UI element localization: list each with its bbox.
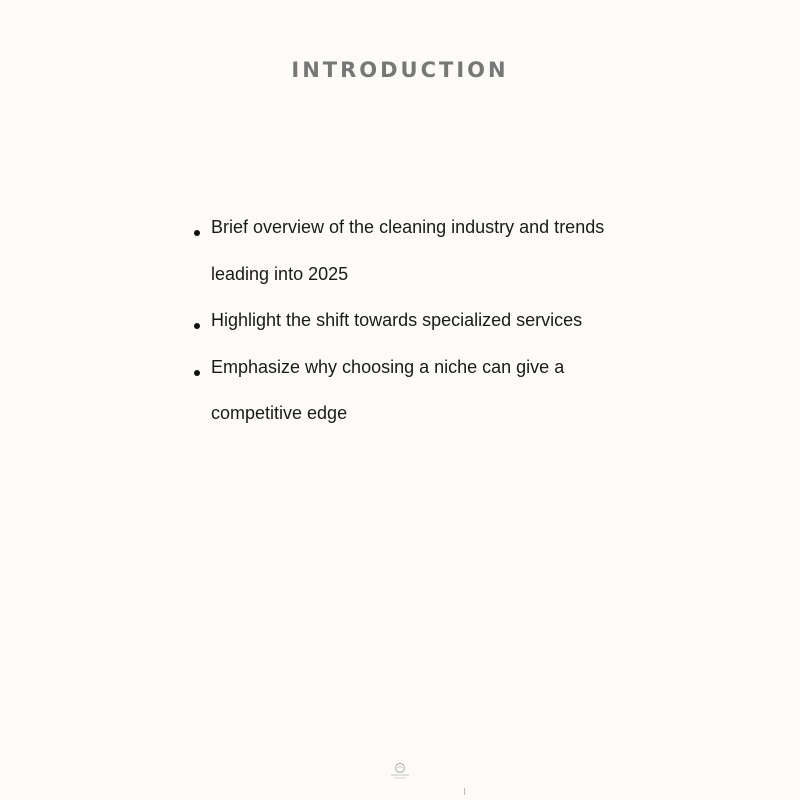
list-item-text: Emphasize why choosing a niche can give a competitive edge [211, 356, 565, 423]
list-item [190, 344, 630, 437]
list-item [190, 297, 630, 344]
bullet-icon [194, 230, 200, 236]
page-title: INTRODUCTION [291, 58, 509, 82]
list-item-text: Highlight the shift towards specialized services [211, 310, 583, 330]
list-item-text: Brief overview of the cleaning industry and trends leading into 2025 [211, 217, 605, 284]
list-item [190, 204, 630, 297]
brand-logo-icon [389, 762, 411, 782]
page-marker [464, 788, 465, 795]
bullet-icon [194, 323, 200, 329]
bullet-list [190, 204, 630, 437]
bullet-icon [194, 370, 200, 376]
